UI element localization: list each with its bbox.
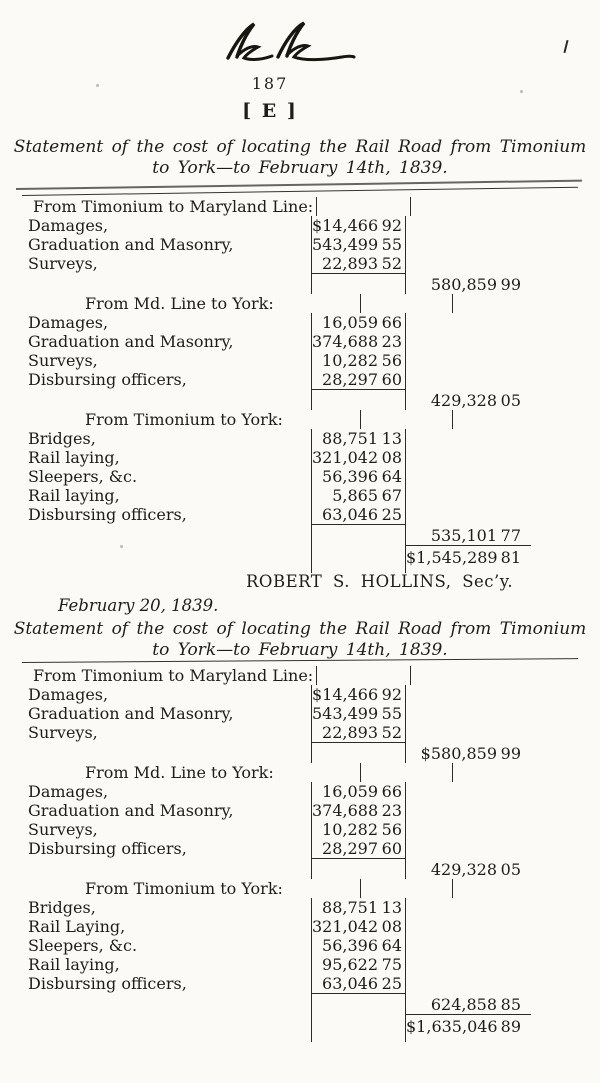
amount-cell: [311, 351, 406, 370]
amount-dollars: 5,865: [332, 486, 378, 505]
table-row: [25, 254, 575, 273]
exhibit-label: [ E ]: [242, 100, 298, 122]
amount-dollars: 88,751: [322, 429, 378, 448]
table-row: [25, 801, 575, 820]
row-label: Rail laying,: [28, 486, 120, 505]
cost-table-2: [25, 666, 575, 1042]
row-label: Sleepers, &c.: [28, 936, 138, 955]
table-row: [25, 235, 575, 254]
amount-cell: [311, 685, 406, 704]
row-label: Damages,: [28, 685, 109, 704]
amount-cell: [311, 370, 406, 389]
subtotal-cents: 77: [500, 526, 521, 545]
cost-table-1: [25, 197, 575, 573]
amount-cents: 08: [381, 448, 402, 467]
subtotal-cell: [406, 742, 531, 763]
table-row: [25, 197, 575, 216]
table-row: [25, 879, 575, 898]
amount-cents: 64: [381, 936, 402, 955]
table-row: [25, 723, 575, 742]
table-row: [25, 782, 575, 801]
amount-cell: [311, 313, 406, 332]
subtotal-cents: 85: [500, 995, 521, 1014]
amount-column: [360, 410, 453, 429]
amount-cents: 25: [381, 974, 402, 993]
table-row: [25, 505, 575, 524]
subtotal-row: [25, 273, 575, 294]
section-header: From Timonium to Maryland Line:: [33, 197, 314, 216]
row-label: Surveys,: [28, 254, 98, 273]
amount-dollars: $14,466: [312, 685, 379, 704]
row-label: Damages,: [28, 313, 109, 332]
row-label: Sleepers, &c.: [28, 467, 138, 486]
subtotal-dollars: $580,859: [420, 744, 497, 763]
row-label: Surveys,: [28, 820, 98, 839]
amount-column: [360, 763, 453, 782]
amount-cell: [311, 216, 406, 235]
amount-column: [316, 666, 411, 685]
handwritten-initials-mark: [220, 20, 360, 68]
amount-cell: [311, 704, 406, 723]
table-row: [25, 351, 575, 370]
row-label: Rail Laying,: [28, 917, 126, 936]
amount-cents: 13: [381, 898, 402, 917]
amount-cents: 52: [381, 254, 402, 273]
subtotal-row: [25, 742, 575, 763]
row-label: Damages,: [28, 216, 109, 235]
grand-total-row: [25, 545, 575, 568]
amount-column: [360, 879, 453, 898]
amount-cents: 67: [381, 486, 402, 505]
date-line: February 20, 1839.: [58, 596, 219, 615]
grand-total-dollars: $1,635,046: [406, 1017, 498, 1036]
subtotal-cents: 05: [500, 860, 521, 879]
amount-cell: [311, 820, 406, 839]
amount-dollars: 56,396: [322, 936, 378, 955]
row-label: Graduation and Masonry,: [28, 235, 234, 254]
amount-cell: [311, 917, 406, 936]
sum-rule: [311, 389, 406, 410]
table-row: [25, 936, 575, 955]
row-label: Surveys,: [28, 351, 98, 370]
section-header: From Md. Line to York:: [85, 294, 274, 313]
amount-cents: 92: [381, 216, 402, 235]
subtotal-cell: [406, 993, 531, 1014]
row-label: Disbursing officers,: [28, 370, 187, 389]
row-label: Graduation and Masonry,: [28, 801, 234, 820]
amount-cents: 52: [381, 723, 402, 742]
amount-dollars: 10,282: [322, 820, 378, 839]
subtotal-dollars: 624,858: [430, 995, 497, 1014]
amount-dollars: 543,499: [312, 235, 379, 254]
sum-rule: [311, 524, 406, 545]
amount-cents: 60: [381, 370, 402, 389]
amount-cents: 56: [381, 820, 402, 839]
amount-dollars: 374,688: [312, 801, 379, 820]
amount-cents: 66: [381, 782, 402, 801]
amount-cell: [311, 486, 406, 505]
statement1-title-line2: to York—to February 14th, 1839.: [152, 158, 448, 178]
amount-dollars: 321,042: [312, 448, 379, 467]
amount-cents: 55: [381, 235, 402, 254]
amount-cents: 23: [381, 332, 402, 351]
row-label: Damages,: [28, 782, 109, 801]
row-label: Disbursing officers,: [28, 974, 187, 993]
subtotal-cents: 05: [500, 391, 521, 410]
statement2-title-line2: to York—to February 14th, 1839.: [152, 640, 448, 660]
statement2-title: [0, 619, 600, 661]
grand-total-cents: 81: [500, 548, 521, 567]
page-number: 187: [251, 74, 289, 93]
subtotal-cents: 99: [500, 744, 521, 763]
amount-cell: [311, 448, 406, 467]
amount-cents: 56: [381, 351, 402, 370]
row-label: Bridges,: [28, 898, 96, 917]
subtotal-row: [25, 524, 575, 545]
table-row: [25, 685, 575, 704]
sum-rule: [311, 742, 406, 763]
subtotal-cell: [406, 858, 531, 879]
amount-cell: [311, 801, 406, 820]
amount-dollars: 543,499: [312, 704, 379, 723]
statement1-title-line1: Statement of the cost of locating the Rail Road from Timonium: [13, 137, 587, 157]
amount-dollars: 28,297: [322, 839, 378, 858]
amount-cents: 25: [381, 505, 402, 524]
table-row: [25, 448, 575, 467]
table-row: [25, 429, 575, 448]
table-row: [25, 666, 575, 685]
table-row: [25, 917, 575, 936]
amount-dollars: 321,042: [312, 917, 379, 936]
row-label: Disbursing officers,: [28, 839, 187, 858]
subtotal-cell: [406, 524, 531, 545]
amount-cell: [311, 429, 406, 448]
amount-cell: [311, 839, 406, 858]
subtotal-cell: [406, 273, 531, 294]
sum-rule: [311, 273, 406, 294]
subtotal-dollars: 429,328: [430, 391, 497, 410]
row-label: Bridges,: [28, 429, 96, 448]
amount-dollars: 10,282: [322, 351, 378, 370]
amount-cell: [311, 235, 406, 254]
subtotal-dollars: 429,328: [430, 860, 497, 879]
amount-cents: 55: [381, 704, 402, 723]
section-header: From Timonium to York:: [85, 879, 283, 898]
amount-dollars: 95,622: [322, 955, 378, 974]
table-row: [25, 486, 575, 505]
table-row: [25, 467, 575, 486]
subtotal-dollars: 535,101: [430, 526, 497, 545]
subtotal-row: [25, 993, 575, 1014]
grand-total-cents: 89: [500, 1017, 521, 1036]
row-label: Graduation and Masonry,: [28, 332, 234, 351]
amount-cell: [311, 723, 406, 742]
amount-cell: [311, 505, 406, 524]
amount-dollars: $14,466: [312, 216, 379, 235]
amount-cents: 66: [381, 313, 402, 332]
amount-cents: 08: [381, 917, 402, 936]
grand-total-dollars: $1,545,289: [406, 548, 498, 567]
amount-cents: 23: [381, 801, 402, 820]
amount-cell: [311, 332, 406, 351]
row-label: Graduation and Masonry,: [28, 704, 234, 723]
table-row: [25, 410, 575, 429]
amount-cell: [311, 782, 406, 801]
section-header: From Md. Line to York:: [85, 763, 274, 782]
amount-dollars: 88,751: [322, 898, 378, 917]
table-row: [25, 332, 575, 351]
amount-dollars: 16,059: [322, 782, 378, 801]
amount-cell: [311, 974, 406, 993]
amount-cents: 64: [381, 467, 402, 486]
section-header: From Timonium to York:: [85, 410, 283, 429]
subtotal-row: [25, 389, 575, 410]
sum-rule: [311, 993, 406, 1014]
row-label: Rail laying,: [28, 448, 120, 467]
subtotal-cents: 99: [500, 275, 521, 294]
table-row: [25, 313, 575, 332]
section-header: From Timonium to Maryland Line:: [33, 666, 314, 685]
amount-cents: 60: [381, 839, 402, 858]
table-row: [25, 370, 575, 389]
amount-dollars: 16,059: [322, 313, 378, 332]
amount-dollars: 22,893: [322, 723, 378, 742]
grand-total-row: [25, 1014, 575, 1037]
row-label: Rail laying,: [28, 955, 120, 974]
table-row: [25, 839, 575, 858]
statement2-title-line1: Statement of the cost of locating the Rail Road from Timonium: [13, 619, 587, 639]
table-row: [25, 955, 575, 974]
table-row: [25, 294, 575, 313]
amount-cell: [311, 955, 406, 974]
amount-column: [360, 294, 453, 313]
row-label: Surveys,: [28, 723, 98, 742]
table-row: [25, 763, 575, 782]
amount-cell: [311, 898, 406, 917]
amount-dollars: 374,688: [312, 332, 379, 351]
amount-cents: 75: [381, 955, 402, 974]
row-label: Disbursing officers,: [28, 505, 187, 524]
amount-dollars: 56,396: [322, 467, 378, 486]
subtotal-row: [25, 858, 575, 879]
amount-cents: 13: [381, 429, 402, 448]
sum-rule: [311, 858, 406, 879]
amount-dollars: 63,046: [322, 974, 378, 993]
amount-dollars: 28,297: [322, 370, 378, 389]
amount-cents: 92: [381, 685, 402, 704]
stray-ink-mark: [563, 40, 568, 53]
amount-cell: [311, 936, 406, 955]
amount-dollars: 63,046: [322, 505, 378, 524]
table-row: [25, 820, 575, 839]
amount-cell: [311, 254, 406, 273]
table-row: [25, 704, 575, 723]
table-row: [25, 216, 575, 235]
table-row: [25, 898, 575, 917]
subtotal-cell: [406, 389, 531, 410]
grand-total-cell: [406, 1014, 531, 1037]
statement1-title: [0, 137, 600, 179]
table-row: [25, 974, 575, 993]
subtotal-dollars: 580,859: [430, 275, 497, 294]
amount-dollars: 22,893: [322, 254, 378, 273]
grand-total-cell: [406, 545, 531, 568]
signature: ROBERT S. HOLLINS, Sec’y.: [246, 572, 514, 591]
amount-column: [316, 197, 411, 216]
amount-cell: [311, 467, 406, 486]
